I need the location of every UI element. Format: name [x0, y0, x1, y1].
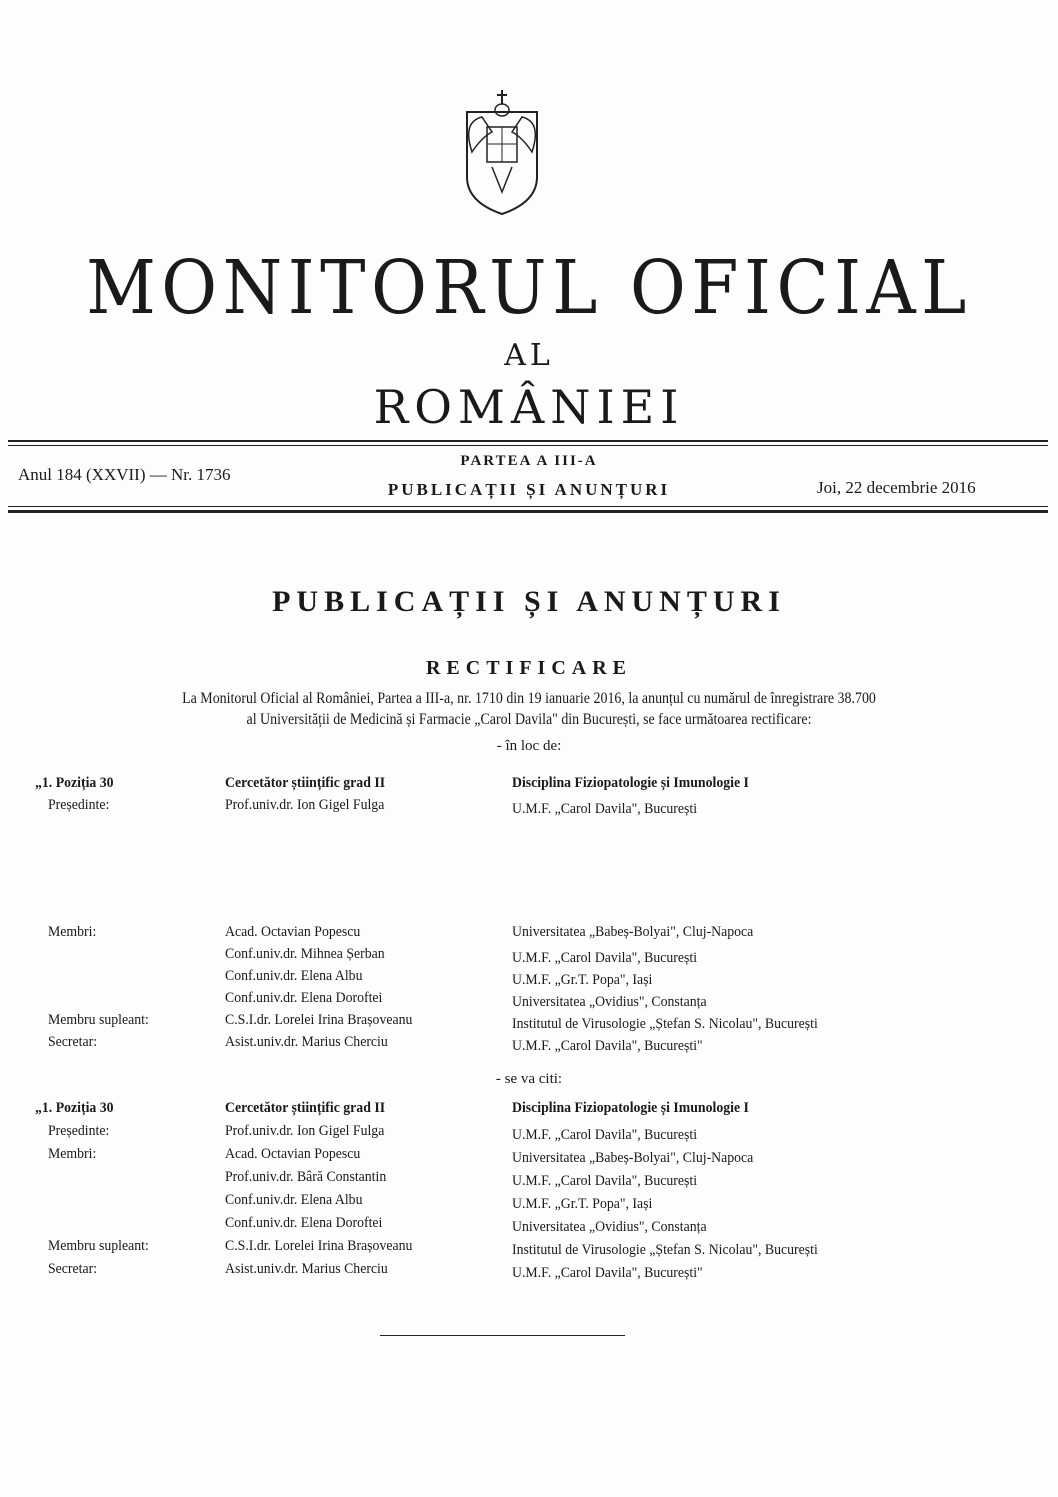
- role-label: „1. Poziția 30: [35, 775, 114, 791]
- role-label: Membri:: [48, 924, 97, 940]
- role-label: Membri:: [48, 1146, 97, 1162]
- institution: U.M.F. „Carol Davila", București": [512, 1038, 703, 1054]
- member-name: Acad. Octavian Popescu: [225, 924, 361, 940]
- end-rule: [380, 1335, 625, 1336]
- section-title: PUBLICAȚII ȘI ANUNȚURI: [272, 585, 786, 618]
- intro-line: La Monitorul Oficial al României, Partea a III-a, nr. 1710 din 19 ianuarie 2016, la anunțul cu numărul de înregistrare 38.700: [182, 690, 876, 707]
- coat-of-arms-icon: [452, 82, 552, 217]
- institution: Universitatea „Babeș-Bolyai", Cluj-Napoca: [512, 1150, 754, 1166]
- institution: Institutul de Virusologie „Ștefan S. Nicolau", București: [512, 1242, 818, 1258]
- member-name: Prof.univ.dr. Ion Gigel Fulga: [225, 797, 385, 813]
- institution: U.M.F. „Carol Davila", București: [512, 1173, 698, 1189]
- institution: U.M.F. „Gr.T. Popa", Iași: [512, 972, 653, 988]
- member-name: Acad. Octavian Popescu: [225, 1146, 361, 1162]
- member-name: Conf.univ.dr. Elena Albu: [225, 1192, 363, 1208]
- masthead-country: ROMÂNIEI: [373, 380, 685, 434]
- role-label: Secretar:: [48, 1034, 98, 1050]
- role-label: Membru supleant:: [48, 1238, 149, 1254]
- issue-number: Anul 184 (XXVII) — Nr. 1736: [18, 465, 231, 484]
- institution: Universitatea „Babeș-Bolyai", Cluj-Napoca: [512, 924, 754, 940]
- member-name: Asist.univ.dr. Marius Cherciu: [225, 1034, 388, 1050]
- member-name: Conf.univ.dr. Mihnea Șerban: [225, 946, 385, 962]
- institution: U.M.F. „Carol Davila", București: [512, 1127, 698, 1143]
- member-name: Cercetător științific grad II: [225, 1100, 386, 1116]
- divider: [8, 510, 1048, 513]
- divider: [8, 506, 1048, 507]
- role-label: Președinte:: [48, 1123, 110, 1139]
- member-name: Conf.univ.dr. Elena Doroftei: [225, 990, 383, 1006]
- divider: [8, 445, 1048, 446]
- divider: [8, 440, 1048, 442]
- masthead-al: AL: [504, 338, 554, 373]
- member-name: Conf.univ.dr. Elena Doroftei: [225, 1215, 383, 1231]
- institution: Universitatea „Ovidius", Constanța: [512, 994, 707, 1010]
- instead-of-label: - în loc de:: [496, 738, 562, 754]
- institution: Institutul de Virusologie „Ștefan S. Nicolau", București: [512, 1016, 818, 1032]
- institution: Disciplina Fiziopatologie și Imunologie I: [512, 775, 749, 791]
- member-name: Cercetător științific grad II: [225, 775, 386, 791]
- member-name: Conf.univ.dr. Elena Albu: [225, 968, 363, 984]
- role-label: „1. Poziția 30: [35, 1100, 114, 1116]
- heading: RECTIFICARE: [425, 657, 633, 679]
- institution: U.M.F. „Gr.T. Popa", Iași: [512, 1196, 653, 1212]
- member-name: C.S.I.dr. Lorelei Irina Brașoveanu: [225, 1012, 413, 1028]
- institution: Universitatea „Ovidius", Constanța: [512, 1219, 707, 1235]
- member-name: C.S.I.dr. Lorelei Irina Brașoveanu: [225, 1238, 413, 1254]
- member-name: Prof.univ.dr. Ion Gigel Fulga: [225, 1123, 385, 1139]
- role-label: Președinte:: [48, 797, 110, 813]
- institution: Disciplina Fiziopatologie și Imunologie I: [512, 1100, 749, 1116]
- intro-line: al Universității de Medicină și Farmacie „Carol Davila" din București, se face următoarea rectificare:: [246, 711, 812, 728]
- role-label: Membru supleant:: [48, 1012, 149, 1028]
- member-name: Asist.univ.dr. Marius Cherciu: [225, 1261, 388, 1277]
- masthead-title: MONITORUL OFICIAL: [86, 245, 972, 331]
- part-label: PARTEA A III-A: [460, 453, 598, 469]
- member-name: Prof.univ.dr. Bâră Constantin: [225, 1169, 387, 1185]
- issue-date: Joi, 22 decembrie 2016: [817, 478, 976, 497]
- institution: U.M.F. „Carol Davila", București": [512, 1265, 703, 1281]
- role-label: Secretar:: [48, 1261, 98, 1277]
- section-label: PUBLICAȚII ȘI ANUNȚURI: [387, 480, 671, 499]
- institution: U.M.F. „Carol Davila", București: [512, 950, 698, 966]
- institution: U.M.F. „Carol Davila", București: [512, 801, 698, 817]
- will-read-label: - se va citi:: [495, 1071, 563, 1087]
